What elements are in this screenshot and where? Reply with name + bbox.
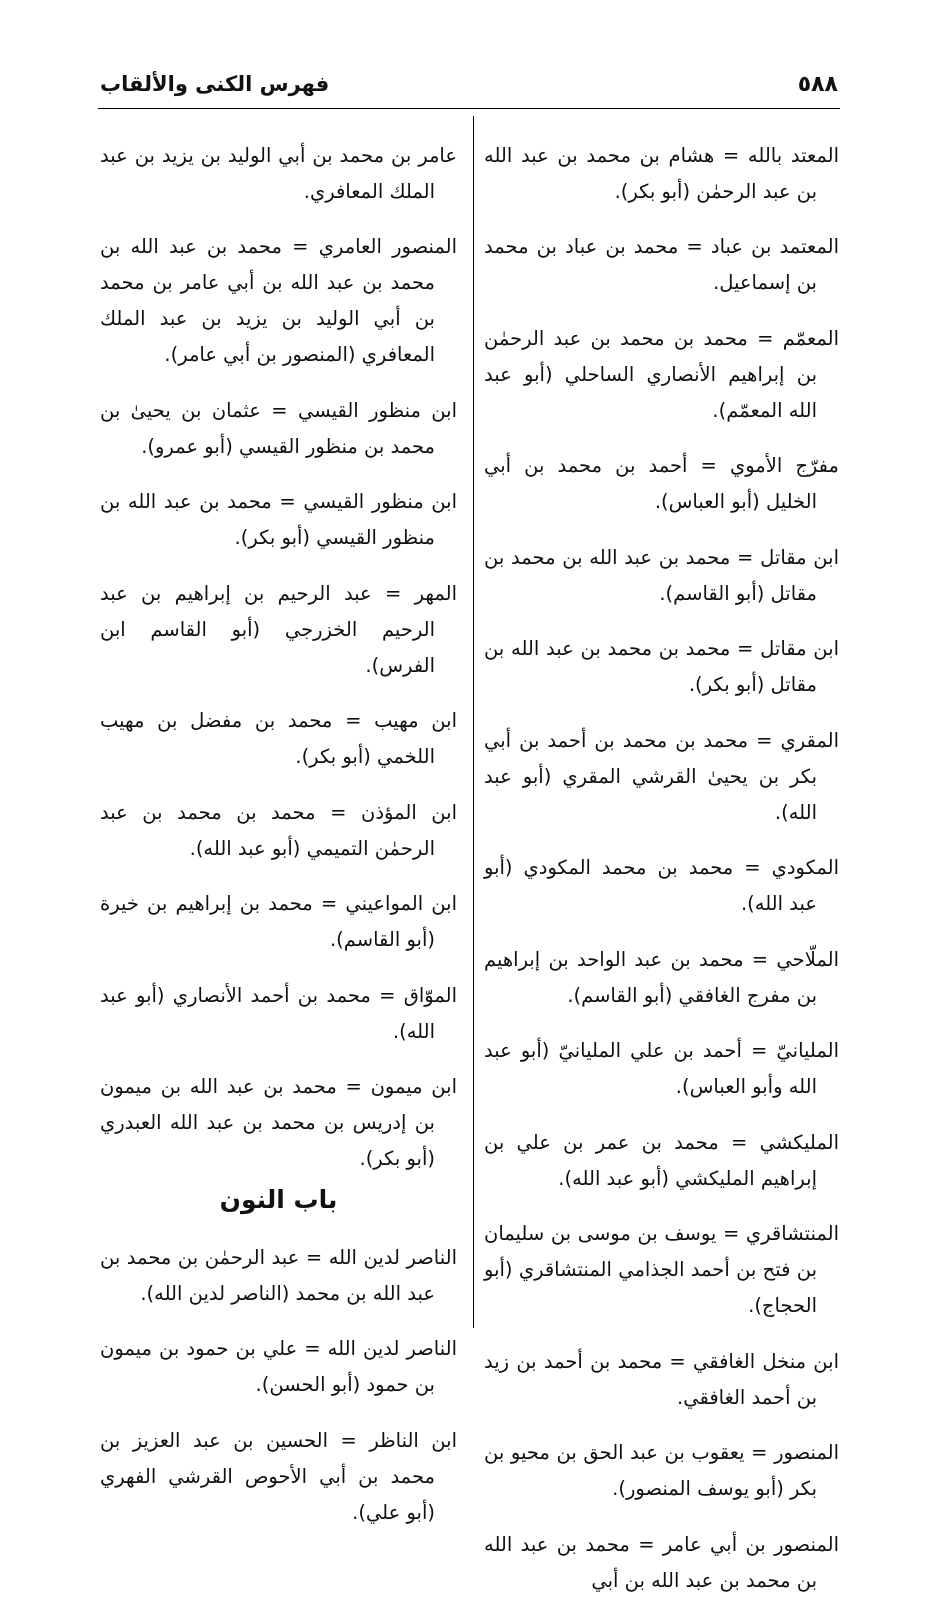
index-entry: الناصر لدين الله = عبد الرحمٰن بن محمد بن عبد الله بن محمد (الناصر لدين الله).: [100, 1245, 457, 1305]
index-entry: المقري = محمد بن محمد بن أحمد بن أبي بكر بن يحيىٰ القرشي المقري (أبو عبد الله).: [484, 728, 839, 824]
running-title: فهرس الكنى والألقاب: [100, 72, 330, 96]
index-entry: المعتد بالله = هشام بن محمد بن عبد الله بن عبد الرحمٰن (أبو بكر).: [484, 143, 839, 203]
index-entry: ابن المؤذن = محمد بن محمد بن عبد الرحمٰن التميمي (أبو عبد الله).: [100, 800, 457, 860]
index-entry: ابن الناظر = الحسين بن عبد العزيز بن محمد بن أبي الأحوص القرشي الفهري (أبو علي).: [100, 1428, 457, 1524]
index-entry: الموّاق = محمد بن أحمد الأنصاري (أبو عبد الله).: [100, 983, 457, 1043]
chapter-heading: باب النون: [219, 1185, 338, 1214]
index-entry: ابن المواعيني = محمد بن إبراهيم بن خيرة (أبو القاسم).: [100, 892, 457, 951]
column-divider: [473, 116, 474, 1328]
index-entry: ابن مقاتل = محمد بن محمد بن عبد الله بن مقاتل (أبو بكر).: [484, 637, 839, 696]
right-column: [484, 118, 839, 1602]
left-column: [100, 118, 457, 1534]
index-entry: المهر = عبد الرحيم بن إبراهيم بن عبد الرحيم الخزرجي (أبو القاسم ابن الفرس).: [100, 581, 457, 677]
index-entry: ابن منظور القيسي = عثمان بن يحيىٰ بن محمد بن منظور القيسي (أبو عمرو).: [100, 398, 457, 458]
index-entry: الملّاحي = محمد بن عبد الواحد بن إبراهيم بن مفرج الغافقي (أبو القاسم).: [484, 947, 839, 1007]
index-entry: المنصور = يعقوب بن عبد الحق بن محيو بن بكر (أبو يوسف المنصور).: [484, 1441, 839, 1500]
index-entry: ابن ميمون = محمد بن عبد الله بن ميمون بن إدريس بن محمد بن عبد الله العبدري (أبو بكر).: [100, 1075, 457, 1170]
index-entry: ابن منظور القيسي = محمد بن عبد الله بن منظور القيسي (أبو بكر).: [100, 490, 457, 549]
index-entry: مفرّج الأموي = أحمد بن محمد بن أبي الخليل (أبو العباس).: [484, 454, 839, 513]
index-entry: المنتشاقري = يوسف بن موسى بن سليمان بن فتح بن أحمد الجذامي المنتشاقري (أبو الحجاج).: [484, 1222, 839, 1317]
index-entry: المنصور العامري = محمد بن عبد الله بن محمد بن عبد الله بن أبي عامر بن محمد بن أبي الوليد بن يزيد بن عبد الملك المعافري (المنصور بن أبي عامر).: [100, 235, 457, 366]
index-entry: المليكشي = محمد بن عمر بن علي بن إبراهيم المليكشي (أبو عبد الله).: [484, 1130, 839, 1190]
index-entry: المنصور بن أبي عامر = محمد بن عبد الله بن محمد بن عبد الله بن أبي: [484, 1532, 839, 1592]
index-entry: المكودي = محمد بن محمد المكودي (أبو عبد الله).: [484, 856, 839, 915]
index-entry: الناصر لدين الله = علي بن حمود بن ميمون بن حمود (أبو الحسن).: [100, 1337, 457, 1396]
index-entry: المليانيّ = أحمد بن علي المليانيّ (أبو عبد الله وأبو العباس).: [484, 1039, 839, 1098]
index-entry: ابن منخل الغافقي = محمد بن أحمد بن زيد بن أحمد الغافقي.: [484, 1349, 839, 1409]
index-entry: عامر بن محمد بن أبي الوليد بن يزيد بن عبد الملك المعافري.: [100, 143, 457, 203]
index-entry: المعمّم = محمد بن محمد بن عبد الرحمٰن بن إبراهيم الأنصاري الساحلي (أبو عبد الله المعمّم).: [484, 326, 839, 422]
index-entry: ابن مقاتل = محمد بن عبد الله بن محمد بن مقاتل (أبو القاسم).: [484, 545, 839, 605]
page-header: [98, 64, 840, 109]
page-number: ٥٨٨: [797, 72, 838, 97]
index-entry: المعتمد بن عباد = محمد بن عباد بن محمد بن إسماعيل.: [484, 235, 839, 294]
index-entry: ابن مهيب = محمد بن مفضل بن مهيب اللخمي (أبو بكر).: [100, 709, 457, 768]
